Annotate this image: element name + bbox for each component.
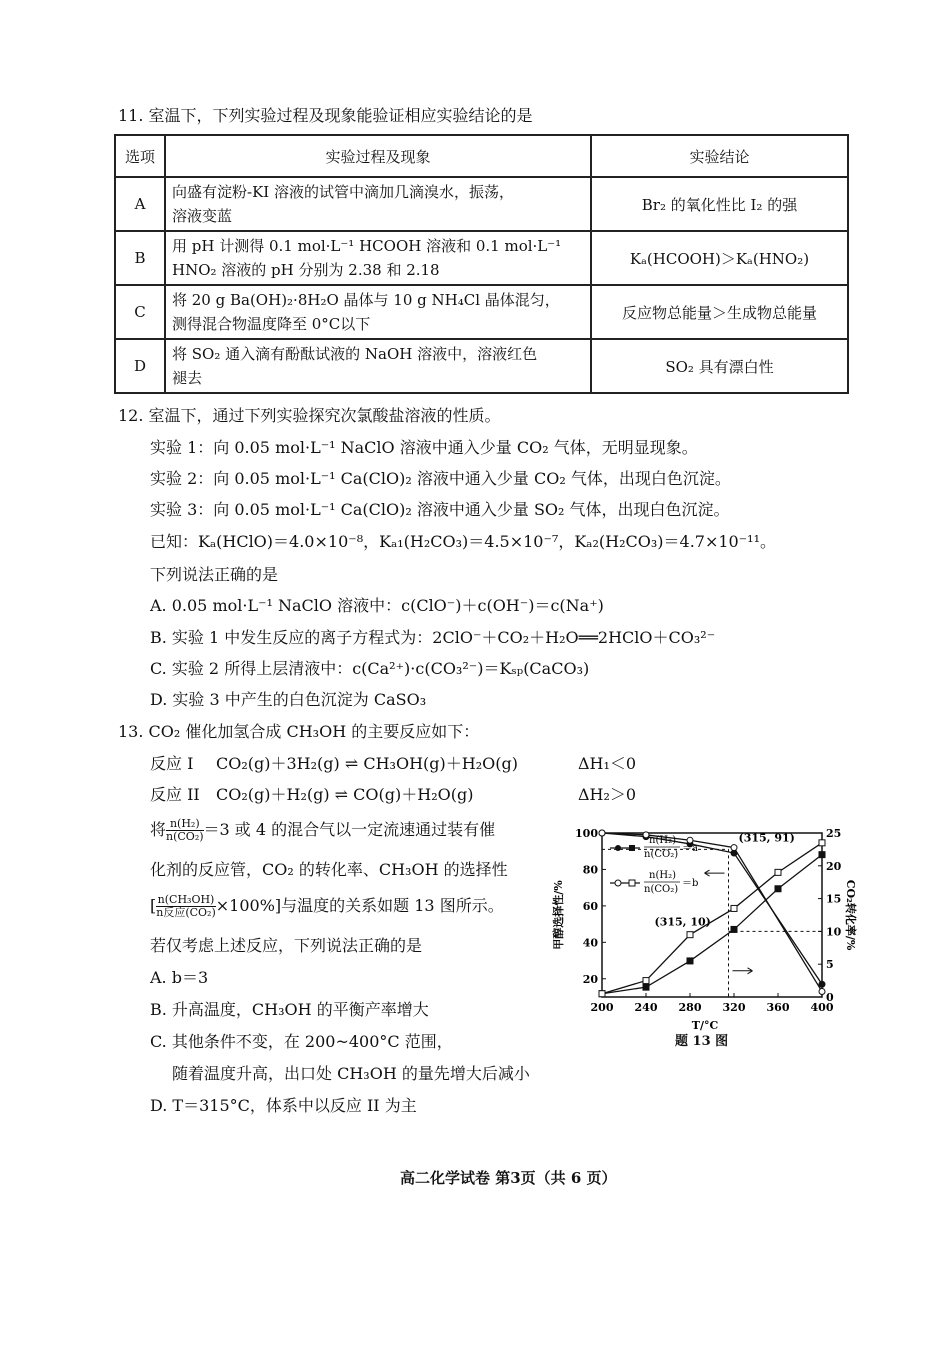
conclusion-cell: 反应物总能量＞生成物总能量 bbox=[591, 285, 848, 339]
q12-ask: 下列说法正确的是 bbox=[150, 565, 279, 584]
y-right-tick-label: 20 bbox=[826, 859, 842, 873]
y-right-tick-label: 15 bbox=[826, 892, 842, 906]
y-left-tick-label: 80 bbox=[582, 863, 598, 877]
y-right-tick-label: 5 bbox=[826, 958, 834, 972]
series-line bbox=[602, 855, 822, 994]
q12-exp2: 实验 2：向 0.05 mol·L⁻¹ Ca(ClO)₂ 溶液中通入少量 CO₂ 气体，出现白色沉淀。 bbox=[150, 469, 731, 488]
table-row bbox=[115, 231, 848, 285]
legend-marker-filled bbox=[615, 845, 621, 851]
x-tick-label: 200 bbox=[590, 1001, 614, 1014]
data-point bbox=[819, 852, 825, 858]
y-left-tick-label: 20 bbox=[582, 972, 598, 986]
reaction-2-enthalpy: ΔH₂＞0 bbox=[578, 785, 637, 804]
table-row bbox=[115, 177, 848, 231]
q12-option-d: D. 实验 3 中产生的白色沉淀为 CaSO₃ bbox=[150, 690, 427, 709]
q13-option-b: B. 升高温度，CH₃OH 的平衡产率增大 bbox=[150, 1000, 429, 1019]
y-right-tick-label: 10 bbox=[826, 925, 842, 939]
legend-b-num: n(H₂) bbox=[649, 870, 676, 881]
annotation-label: (315, 10) bbox=[654, 915, 711, 929]
legend-marker-open bbox=[615, 880, 621, 886]
q12-exp1: 实验 1：向 0.05 mol·L⁻¹ NaClO 溶液中通入少量 CO₂ 气体，无明显现象。 bbox=[150, 438, 698, 457]
table-row bbox=[115, 285, 848, 339]
reaction-2-equation: CO₂(g)＋H₂(g) ⇌ CO(g)＋H₂O(g) bbox=[216, 785, 474, 804]
header-conclusion: 实验结论 bbox=[591, 135, 848, 177]
data-point bbox=[643, 984, 649, 990]
y-left-tick-label: 40 bbox=[582, 936, 598, 950]
process-cell: 用 pH 计测得 0.1 mol·L⁻¹ HCOOH 溶液和 0.1 mol·L⁻¹ HNO₂ 溶液的 pH 分别为 2.38 和 2.18 bbox=[165, 231, 591, 285]
series-line bbox=[602, 843, 822, 994]
legend-marker-open-square bbox=[629, 880, 635, 886]
q11-stem: 11. 室温下，下列实验过程及现象能验证相应实验结论的是 bbox=[118, 106, 533, 125]
legend-a-num: n(H₂) bbox=[649, 835, 676, 846]
q12-option-a: A. 0.05 mol·L⁻¹ NaClO 溶液中：c(ClO⁻)＋c(OH⁻)＝c(Na⁺) bbox=[150, 596, 604, 615]
x-tick-label: 240 bbox=[634, 1001, 658, 1014]
q13-option-c: C. 其他条件不变，在 200~400°C 范围， bbox=[150, 1032, 453, 1051]
data-point bbox=[687, 932, 693, 938]
x-axis-label: T/°C bbox=[691, 1019, 719, 1032]
data-point bbox=[643, 978, 649, 984]
arrow-right bbox=[733, 968, 753, 974]
figure-caption: 题 13 图 bbox=[675, 1034, 729, 1049]
y-left-tick-label: 60 bbox=[582, 899, 598, 913]
legend-marker-filled-square bbox=[629, 845, 635, 851]
page-footer: 高二化学试卷 第3页（共 6 页） bbox=[400, 1169, 617, 1187]
conclusion-cell: Br₂ 的氧化性比 I₂ 的强 bbox=[591, 177, 848, 231]
q11-table bbox=[114, 134, 849, 394]
figure-13-chart bbox=[540, 815, 860, 1055]
process-cell: 将 20 g Ba(OH)₂·8H₂O 晶体与 10 g NH₄Cl 晶体混匀， 测得混合物温度降至 0°C以下 bbox=[165, 285, 591, 339]
q12-stem: 12. 室温下，通过下列实验探究次氯酸盐溶液的性质。 bbox=[118, 406, 501, 425]
option-label: D bbox=[115, 339, 165, 393]
data-point bbox=[731, 845, 737, 851]
process-cell: 将 SO₂ 通入滴有酚酞试液的 NaOH 溶液中，溶液红色 褪去 bbox=[165, 339, 591, 393]
data-point bbox=[687, 958, 693, 964]
q13-stem: 13. CO₂ 催化加氢合成 CH₃OH 的主要反应如下： bbox=[118, 722, 480, 741]
selectivity-fraction: $\frac{\text{n(CH₃OH)}}{\text{n反应(CO₂)}}$ bbox=[156, 893, 216, 919]
conclusion-cell: SO₂ 具有漂白性 bbox=[591, 339, 848, 393]
chart-legend bbox=[610, 835, 698, 895]
data-point bbox=[819, 989, 825, 995]
q13-paragraph-1: 将 $\frac{\text{n(H₂)}}{\text{n(CO₂)}}$ ＝3 或 4 的混合气以一定流速通过装有催 bbox=[150, 817, 496, 843]
x-tick-label: 280 bbox=[678, 1001, 702, 1014]
legend-b-den: n(CO₂) bbox=[644, 884, 679, 895]
x-tick-label: 360 bbox=[766, 1001, 790, 1014]
q13-option-a: A. b＝3 bbox=[150, 968, 209, 987]
reaction-2-label: 反应 II bbox=[150, 785, 200, 804]
q13-paragraph-3: [ $\frac{\text{n(CH₃OH)}}{\text{n反应(CO₂)}}$ ×100%]与温度的关系如题 13 图所示。 bbox=[150, 893, 504, 919]
y-axis-label-right: CO₂转化率/% bbox=[844, 879, 857, 951]
data-point bbox=[599, 991, 605, 997]
conclusion-cell: Kₐ(HCOOH)＞Kₐ(HNO₂) bbox=[591, 231, 848, 285]
ratio-fraction: $\frac{\text{n(H₂)}}{\text{n(CO₂)}}$ bbox=[166, 817, 204, 843]
process-cell: 向盛有淀粉-KI 溶液的试管中滴加几滴溴水，振荡， 溶液变蓝 bbox=[165, 177, 591, 231]
option-label: C bbox=[115, 285, 165, 339]
data-point bbox=[819, 981, 825, 987]
q12-exp3: 实验 3：向 0.05 mol·L⁻¹ Ca(ClO)₂ 溶液中通入少量 SO₂ 气体，出现白色沉淀。 bbox=[150, 500, 730, 519]
table-header-row bbox=[115, 135, 848, 177]
reaction-1-label: 反应 I bbox=[150, 754, 194, 773]
data-point bbox=[775, 886, 781, 892]
q12-known: 已知：Kₐ(HClO)＝4.0×10⁻⁸，Kₐ₁(H₂CO₃)＝4.5×10⁻⁷，Kₐ₂(H₂CO₃)＝4.7×10⁻¹¹。 bbox=[150, 532, 776, 551]
table-row bbox=[115, 339, 848, 393]
reaction-1-enthalpy: ΔH₁＜0 bbox=[578, 754, 637, 773]
plot-frame bbox=[602, 833, 822, 997]
data-point bbox=[731, 905, 737, 911]
q12-option-c: C. 实验 2 所得上层清液中：c(Ca²⁺)·c(CO₃²⁻)＝Kₛₚ(CaCO₃) bbox=[150, 659, 590, 678]
series-line bbox=[602, 833, 822, 984]
q13-option-d: D. T＝315°C，体系中以反应 II 为主 bbox=[150, 1096, 417, 1115]
data-point bbox=[599, 830, 605, 836]
y-left-tick-label: 100 bbox=[575, 827, 598, 840]
legend-b-value: ＝b bbox=[682, 878, 699, 889]
y-right-tick-label: 0 bbox=[826, 991, 834, 1004]
x-tick-label: 320 bbox=[722, 1001, 746, 1014]
arrow-left bbox=[705, 870, 725, 876]
y-right-tick-label: 25 bbox=[826, 827, 842, 840]
q13-paragraph-2: 化剂的反应管，CO₂ 的转化率、CH₃OH 的选择性 bbox=[150, 860, 508, 879]
header-option: 选项 bbox=[115, 135, 165, 177]
header-process: 实验过程及现象 bbox=[165, 135, 591, 177]
q13-option-c-cont: 随着温度升高，出口处 CH₃OH 的量先增大后减小 bbox=[172, 1064, 530, 1083]
legend-a-value: ＝a bbox=[682, 843, 698, 854]
x-tick-label: 400 bbox=[810, 1001, 834, 1014]
option-label: B bbox=[115, 231, 165, 285]
data-point bbox=[731, 926, 737, 932]
q12-option-b: B. 实验 1 中发生反应的离子方程式为：2ClO⁻＋CO₂＋H₂O══2HClO＋CO₃²⁻ bbox=[150, 628, 716, 647]
reaction-1-equation: CO₂(g)＋3H₂(g) ⇌ CH₃OH(g)＋H₂O(g) bbox=[216, 754, 518, 773]
series-line bbox=[602, 833, 822, 992]
legend-a-den: n(CO₂) bbox=[644, 849, 679, 860]
data-point bbox=[819, 840, 825, 846]
option-label: A bbox=[115, 177, 165, 231]
data-point bbox=[775, 869, 781, 875]
y-axis-label-left: 甲醇选择性/% bbox=[552, 880, 565, 950]
q13-ask: 若仅考虑上述反应，下列说法正确的是 bbox=[150, 936, 423, 955]
annotation-label: (315, 91) bbox=[738, 831, 795, 845]
